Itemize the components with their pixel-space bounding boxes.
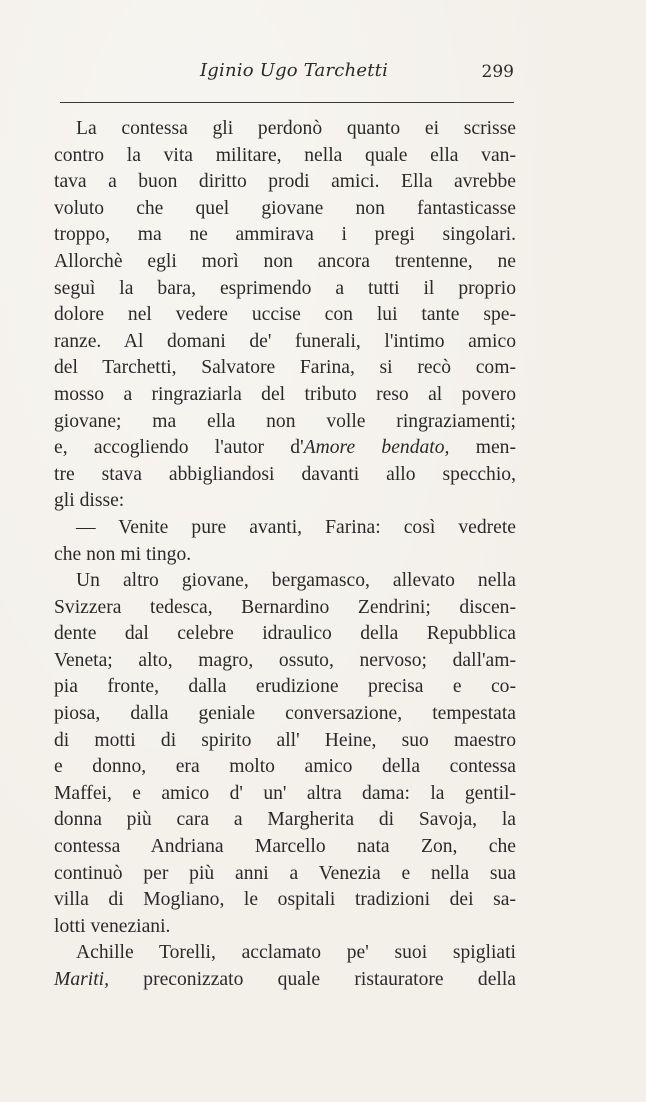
text-line: [54, 515, 516, 542]
text-line: [54, 542, 516, 569]
text-span: seguì la bara, esprimendo a tutti il proprio: [54, 277, 516, 299]
text-line: [54, 648, 516, 675]
text-span: men-: [449, 437, 516, 459]
text-span: voluto che quel giovane non fantasticasse: [54, 197, 516, 219]
text-span: continuò per più anni a Venezia e nella sua: [54, 862, 516, 884]
text-span: Allorchè egli morì non ancora trentenne, ne: [54, 250, 516, 272]
text-line: [54, 674, 516, 701]
text-span: Svizzera tedesca, Bernardino Zendrini; discen-: [54, 596, 516, 618]
text-line: [54, 249, 516, 276]
text-span: Maffei, e amico d' un' altra dama: la gentil-: [54, 782, 516, 804]
text-span: mosso a ringraziarla del tributo reso al povero: [54, 383, 516, 405]
text-line: [54, 409, 516, 436]
text-span: gli disse:: [54, 490, 125, 512]
body-text: [54, 116, 516, 994]
text-span: di motti di spirito all' Heine, suo maestro: [54, 729, 516, 751]
text-span: preconizzato quale ristauratore della: [108, 969, 516, 990]
text-span: e, accogliendo l'autor d': [54, 437, 304, 459]
text-line: [54, 302, 516, 329]
text-line: [54, 781, 516, 808]
text-line: [54, 568, 516, 595]
text-line: [54, 754, 516, 781]
text-span: e donno, era molto amico della contessa: [54, 756, 516, 778]
text-line: [54, 276, 516, 303]
text-span: che non mi tingo.: [54, 543, 192, 565]
italic-text: Amore bendato,: [303, 437, 450, 459]
text-line: [54, 728, 516, 755]
text-line: [54, 701, 516, 728]
text-line: [54, 940, 516, 967]
text-span: — Venite pure avanti, Farina: così vedrete: [76, 516, 516, 538]
text-line: [54, 914, 516, 941]
text-line: [54, 382, 516, 409]
text-span: giovane; ma ella non volle ringraziamenti;: [54, 410, 516, 432]
text-line: [54, 116, 516, 143]
text-line: [54, 329, 516, 356]
text-line: [54, 355, 516, 382]
text-span: troppo, ma ne ammirava i pregi singolari.: [54, 224, 516, 246]
text-line: [54, 196, 516, 223]
text-line: [54, 462, 516, 489]
text-span: dente dal celebre idraulico della Repubblica: [54, 623, 516, 645]
text-span: del Tarchetti, Salvatore Farina, si recò com-: [54, 357, 516, 379]
text-span: ranze. Al domani de' funerali, l'intimo amico: [54, 330, 516, 352]
text-line: [54, 435, 516, 462]
text-line: [54, 807, 516, 834]
page-header: [60, 58, 514, 90]
text-span: Achille Torelli, acclamato pe' suoi spigliati: [76, 942, 516, 964]
text-line: [54, 861, 516, 888]
text-span: pia fronte, dalla erudizione precisa e co-: [54, 676, 516, 698]
text-span: contro la vita militare, nella quale ella van-: [54, 144, 516, 166]
text-line: [54, 169, 516, 196]
text-span: donna più cara a Margherita di Savoja, la: [54, 809, 516, 831]
text-line: [54, 595, 516, 622]
text-line: [54, 143, 516, 170]
text-line: [54, 887, 516, 914]
text-line: [54, 488, 516, 515]
text-span: dolore nel vedere uccise con lui tante spe-: [54, 304, 516, 326]
text-span: villa di Mogliano, le ospitali tradizioni dei sa-: [54, 889, 516, 911]
text-span: Un altro giovane, bergamasco, allevato nella: [76, 570, 516, 592]
text-line: [54, 967, 516, 994]
text-span: Veneta; alto, magro, ossuto, nervoso; dall'am-: [54, 649, 516, 671]
text-span: tava a buon diritto prodi amici. Ella avrebbe: [54, 171, 516, 193]
text-span: lotti veneziani.: [54, 915, 171, 937]
text-line: [54, 222, 516, 249]
running-title: Iginio Ugo Tarchetti: [200, 60, 389, 81]
header-rule: [60, 102, 514, 103]
page-number: 299: [481, 62, 514, 82]
italic-text: Mariti,: [54, 969, 109, 990]
text-span: La contessa gli perdonò quanto ei scrisse: [76, 118, 516, 139]
text-line: [54, 834, 516, 861]
text-span: tre stava abbigliandosi davanti allo specchio,: [54, 463, 516, 485]
text-line: [54, 621, 516, 648]
text-span: contessa Andriana Marcello nata Zon, che: [54, 836, 516, 858]
text-span: piosa, dalla geniale conversazione, tempestata: [54, 703, 516, 725]
